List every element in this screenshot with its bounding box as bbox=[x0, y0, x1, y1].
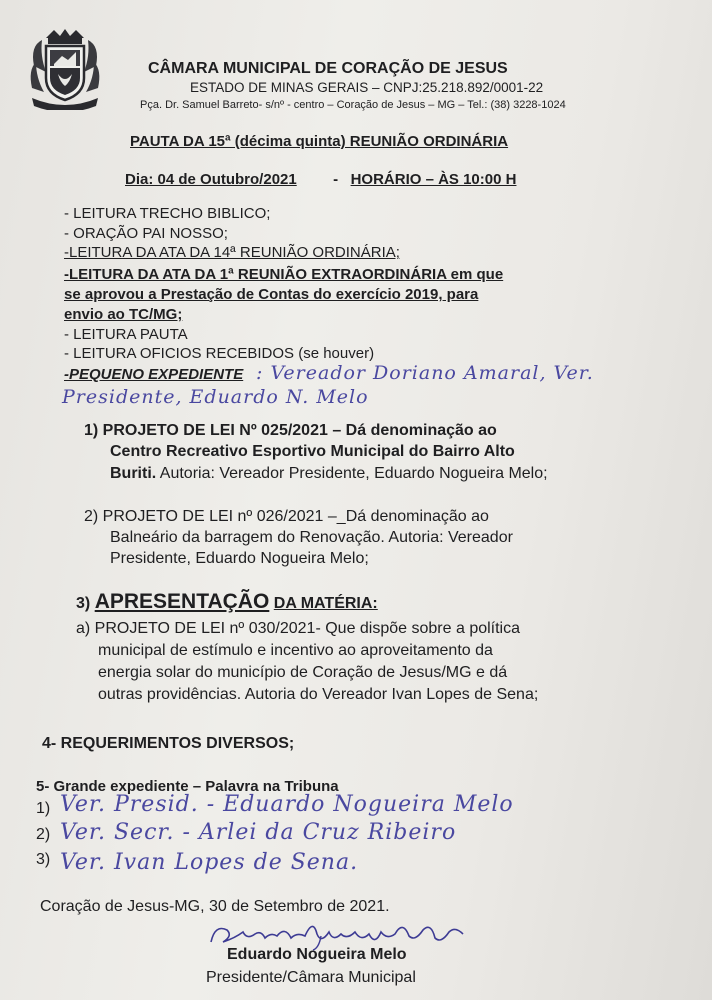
project-1-author: Autoria: Vereador Presidente, Eduardo Nogueira Melo; bbox=[156, 465, 548, 482]
document-title: PAUTA DA 15ª (décima quinta) REUNIÃO ORDINÁRIA bbox=[130, 133, 509, 150]
place-and-date: Coração de Jesus-MG, 30 de Setembro de 2021. bbox=[40, 898, 390, 915]
apresentacao-line: outras providências. Autoria do Vereador Ivan Lopes de Sena; bbox=[98, 686, 539, 703]
grande-expediente-heading: 5- Grande expediente – Palavra na Tribuna bbox=[36, 778, 339, 795]
tribuna-speaker-handwriting: Ver. Presid. - Eduardo Nogueira Melo bbox=[60, 792, 514, 817]
tribuna-number: 1) bbox=[36, 800, 51, 817]
tribuna-speaker-handwriting: Ver. Secr. - Arlei da Cruz Ribeiro bbox=[60, 820, 457, 845]
agenda-line: -LEITURA DA ATA DA 1ª REUNIÃO EXTRAORDINÁRIA em que bbox=[64, 266, 504, 283]
pequeno-expediente-handwriting: : Vereador Doriano Amaral, Ver. bbox=[256, 362, 594, 384]
apresentacao-heading bbox=[76, 590, 378, 614]
project-1-location: Buriti. bbox=[110, 465, 157, 482]
meeting-time: HORÁRIO – ÀS 10:00 H bbox=[350, 171, 517, 188]
apresentacao-title: APRESENTAÇÃO bbox=[94, 590, 270, 613]
apresentacao-line: municipal de estímulo e incentivo ao aproveitamento da bbox=[98, 642, 493, 659]
project-2-line: Presidente, Eduardo Nogueira Melo; bbox=[110, 550, 369, 567]
address-line: Pça. Dr. Samuel Barreto- s/nº - centro – Coração de Jesus – MG – Tel.: (38) 3228-1024 bbox=[140, 99, 566, 111]
project-2-line: 2) PROJETO DE LEI nº 026/2021 –_Dá denominação ao bbox=[84, 508, 489, 525]
agenda-line: -LEITURA DA ATA DA 14ª REUNIÃO ORDINÁRIA; bbox=[64, 244, 400, 261]
tribuna-speaker-handwriting: Ver. Ivan Lopes de Sena. bbox=[60, 850, 359, 875]
agenda-line: - ORAÇÃO PAI NOSSO; bbox=[64, 225, 228, 242]
agenda-line: - LEITURA TRECHO BIBLICO; bbox=[64, 205, 271, 222]
project-2-line: Balneário da barragem do Renovação. Autoria: Vereador bbox=[110, 529, 513, 546]
signer-role: Presidente/Câmara Municipal bbox=[206, 969, 416, 986]
project-1-line: Centro Recreativo Esportivo Municipal do Bairro Alto bbox=[110, 443, 515, 460]
date-separator: - bbox=[333, 171, 339, 188]
state-cnpj: ESTADO DE MINAS GERAIS – CNPJ:25.218.892/0001-22 bbox=[190, 80, 544, 95]
meeting-date-line bbox=[125, 171, 516, 188]
project-1-line bbox=[110, 465, 548, 483]
tribuna-number: 3) bbox=[36, 851, 51, 868]
apresentacao-line: a) PROJETO DE LEI nº 030/2021- Que dispõe sobre a política bbox=[76, 620, 521, 637]
agenda-line: se aprovou a Prestação de Contas do exercício 2019, para bbox=[64, 286, 479, 303]
institution-name: CÂMARA MUNICIPAL DE CORAÇÃO DE JESUS bbox=[148, 60, 508, 77]
pequeno-expediente-handwriting: Presidente, Eduardo N. Melo bbox=[62, 386, 369, 408]
apresentacao-number: 3) bbox=[76, 595, 91, 612]
pequeno-expediente-label: -PEQUENO EXPEDIENTE bbox=[64, 366, 244, 383]
agenda-line: - LEITURA PAUTA bbox=[64, 326, 188, 343]
agenda-line: - LEITURA OFICIOS RECEBIDOS (se houver) bbox=[64, 345, 375, 362]
meeting-date: Dia: 04 de Outubro/2021 bbox=[125, 171, 297, 188]
apresentacao-line: energia solar do município de Coração de Jesus/MG e dá bbox=[98, 664, 508, 681]
municipal-coat-of-arms bbox=[24, 26, 106, 110]
tribuna-number: 2) bbox=[36, 826, 51, 843]
apresentacao-title-suffix: DA MATÉRIA: bbox=[273, 595, 378, 612]
agenda-line: envio ao TC/MG; bbox=[64, 306, 183, 323]
project-1-line: 1) PROJETO DE LEI Nº 025/2021 – Dá denominação ao bbox=[84, 422, 497, 439]
requerimentos-heading: 4- REQUERIMENTOS DIVERSOS; bbox=[42, 735, 295, 752]
signer-name: Eduardo Nogueira Melo bbox=[227, 946, 407, 963]
